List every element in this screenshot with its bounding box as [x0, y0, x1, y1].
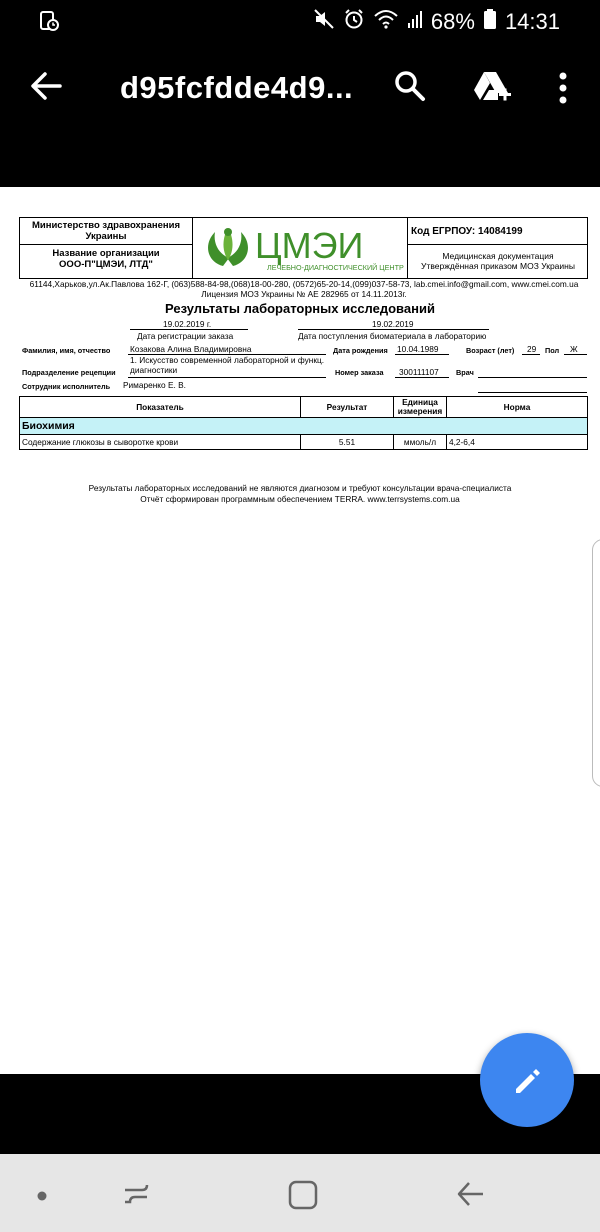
footer-disclaimer: Результаты лабораторных исследований не являются диагнозом и требуют консультации врача-специалиста — [88, 483, 512, 493]
order-label: Номер заказа — [335, 368, 384, 377]
pencil-icon — [510, 1063, 544, 1097]
footer-software: Отчёт сформирован программным обеспечением TERRA. www.terrsystems.com.ua — [140, 494, 460, 504]
edrpou-code: Код ЕГРПОУ: 14084199 — [408, 218, 588, 245]
document-title: d95fcfdde4d9... — [120, 70, 354, 105]
system-nav-bar — [0, 1154, 600, 1232]
wifi-icon — [373, 8, 399, 36]
battery-percent: 68% — [430, 9, 475, 34]
sex-value: Ж — [570, 344, 578, 354]
clock-time: 14:31 — [504, 9, 560, 34]
department-value — [130, 356, 324, 375]
sex-label: Пол — [545, 346, 560, 355]
mute-icon — [313, 8, 335, 36]
clinic-logo — [193, 218, 408, 279]
alarm-icon — [343, 8, 365, 36]
back-icon — [455, 1178, 487, 1210]
license-line: Лицензия МОЗ Украины № АЕ 282965 от 14.11.2013г. — [201, 289, 407, 299]
search-icon — [392, 68, 428, 104]
logo-subtitle: ЛЕЧЕБНО-ДИАГНОСТИЧЕСКИЙ ЦЕНТР — [267, 263, 404, 272]
underline — [298, 329, 489, 330]
table-header-row — [20, 397, 588, 418]
home-icon — [287, 1179, 319, 1211]
table-row — [20, 435, 588, 450]
cell-result: 5.51 — [301, 435, 394, 450]
underline — [478, 392, 587, 393]
col-header-unit: Единица измерения — [394, 397, 447, 418]
underline — [128, 377, 326, 378]
col-header-result: Результат — [301, 397, 394, 418]
organization-cell — [20, 245, 193, 279]
department-label: Подразделение рецепции — [22, 368, 116, 377]
logo-text: ЦМЭИ — [255, 225, 364, 266]
department-line2: диагностики — [130, 364, 178, 375]
screenshot-notification-icon — [38, 10, 60, 37]
nav-dot-icon[interactable] — [36, 1189, 48, 1207]
registration-date-label: Дата регистрации заказа — [137, 331, 234, 341]
org-label: Название организации — [52, 248, 160, 259]
report-title: Результаты лабораторных исследований — [165, 301, 435, 316]
doctor-label: Врач — [456, 368, 474, 377]
biomaterial-date-label: Дата поступления биоматериала в лабораторию — [298, 331, 487, 341]
nav-back-button[interactable] — [455, 1178, 487, 1215]
dob-label: Дата рождения — [333, 346, 388, 355]
biomaterial-date: 19.02.2019 — [372, 319, 414, 329]
executor-label: Сотрудник исполнитель — [22, 382, 111, 391]
med-doc-line1: Медицинская документация — [442, 251, 554, 261]
edit-fab-button[interactable] — [480, 1033, 574, 1127]
underline — [395, 354, 449, 355]
address-block — [19, 279, 589, 299]
fio-label: Фамилия, имя, отчество — [22, 346, 111, 355]
table-section-row — [20, 418, 588, 435]
results-table — [19, 396, 588, 450]
department-line1: 1. Искусство современной лабораторной и функц. — [130, 355, 325, 365]
home-button[interactable] — [287, 1179, 319, 1216]
patient-name: Козакова Алина Владимировна — [130, 344, 252, 354]
header-table — [19, 217, 588, 279]
age-label: Возраст (лет) — [466, 346, 515, 355]
battery-icon — [483, 8, 497, 36]
cell-unit: ммоль/л — [394, 435, 447, 450]
add-to-drive-icon — [470, 66, 514, 110]
age-value: 29 — [527, 344, 537, 354]
fast-scroll-handle[interactable] — [592, 539, 600, 787]
registration-date: 19.02.2019 г. — [163, 319, 212, 329]
cell-norm: 4,2-6,4 — [447, 435, 588, 450]
underline — [395, 377, 449, 378]
document-viewer[interactable] — [0, 187, 600, 1074]
ministry-name: Министерство здравохранения Украины — [20, 218, 193, 245]
underline — [522, 354, 540, 355]
recent-apps-button[interactable] — [120, 1178, 152, 1215]
more-vert-icon — [548, 68, 578, 108]
org-name: ООО-П"ЦМЭИ, ЛТД" — [59, 259, 153, 270]
address-line: 61144,Харьков,ул.Ак.Павлова 162-Г, (063)588-84-98,(068)18-00-280, (0572)65-20-14,(099)037-58-73, lab.cmei.info@gmail.com, www.cmei.com.ua — [29, 279, 579, 289]
signal-icon — [407, 9, 423, 35]
status-bar — [0, 0, 600, 42]
order-number: 300111107 — [399, 367, 439, 377]
section-title: Биохимия — [20, 418, 588, 435]
cell-indicator: Содержание глюкозы в сыворотке крови — [20, 435, 301, 450]
underline — [564, 354, 587, 355]
back-button[interactable] — [28, 68, 68, 108]
search-button[interactable] — [392, 68, 432, 108]
underline — [130, 329, 248, 330]
add-to-drive-button[interactable] — [470, 66, 514, 110]
app-bar — [0, 42, 600, 187]
recent-apps-icon — [120, 1178, 152, 1210]
medical-doc-note — [408, 245, 588, 279]
col-header-indicator: Показатель — [20, 397, 301, 418]
executor-name: Римаренко Е. В. — [123, 380, 186, 390]
med-doc-line2: Утверждённая приказом МОЗ Украины — [421, 261, 575, 271]
arrow-back-icon — [28, 68, 64, 104]
col-header-norm: Норма — [447, 397, 588, 418]
underline — [478, 377, 587, 378]
date-of-birth: 10.04.1989 — [397, 344, 439, 354]
more-options-button[interactable] — [548, 68, 578, 108]
